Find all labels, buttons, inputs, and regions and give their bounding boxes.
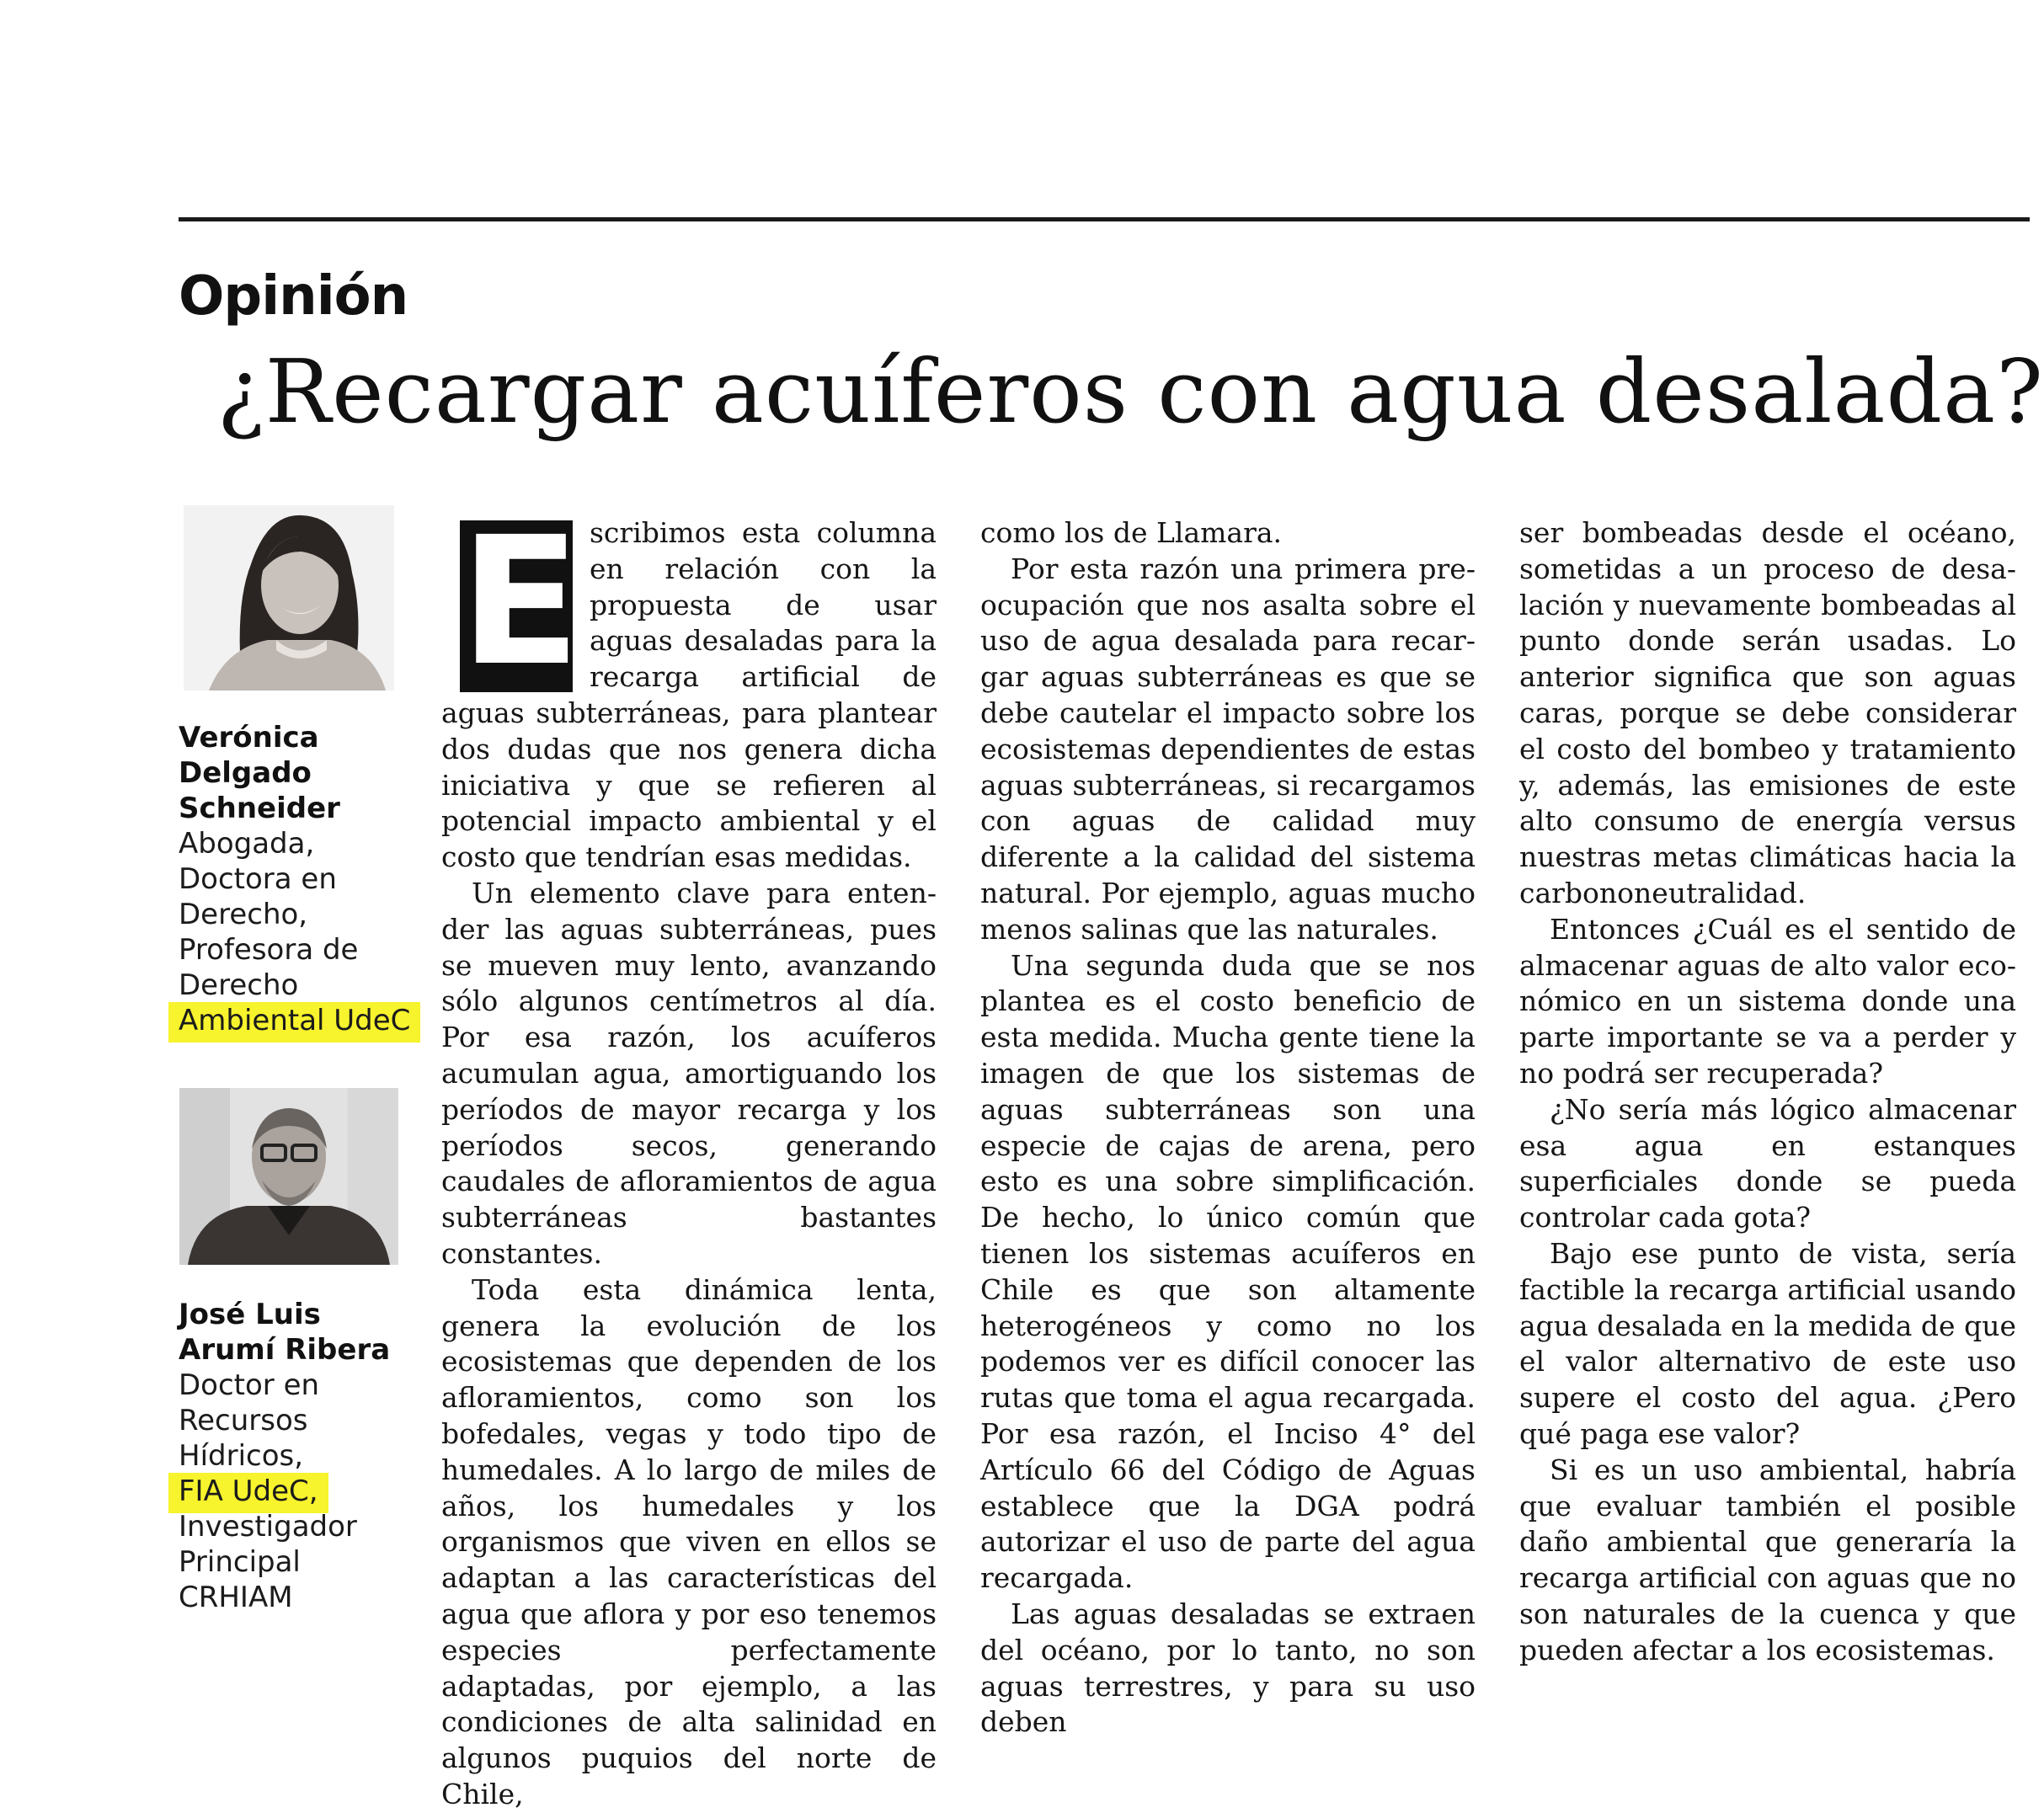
paragraph: Las aguas desaladas se extraen del océano, por lo tanto, no son aguas terrestres, y para su uso deben <box>980 1597 1476 1739</box>
drop-cap-letter: E <box>460 499 581 705</box>
author-1-role <box>179 826 423 1038</box>
paragraph: como los de Llamara. <box>980 516 1283 549</box>
author-2-affiliation-highlight: FIA UdeC, <box>168 1473 328 1513</box>
article-column-3 <box>1519 515 2016 1666</box>
author-photo-2 <box>179 1088 398 1265</box>
paragraph: scribimos esta columna en relación con la propuesta de usar aguas desaladas para la recarga artificial de aguas subterráneas, para plantear dos dudas que nos genera dicha iniciativa y que se refieren al potencial impacto ambiental y el costo que tendrían esas medidas. <box>441 516 937 874</box>
paragraph: Entonces ¿Cuál es el sentido de almacenar aguas de alto valor económico en un sistema donde una parte importante se va a perder y no podrá ser recuperada? <box>1519 912 2016 1090</box>
author-2 <box>179 1297 423 1615</box>
paragraph: ser bombeadas desde el océano, sometidas a un proceso de desalación y nuevamente bombeadas al punto donde serán usadas. Lo anterior significa que son aguas caras, porque se debe considerar el costo del bombeo y tratamiento y, además, las emisiones de este alto consumo de energía versus nuestras metas climáticas hacia la carbononeutralidad. <box>1519 516 2016 909</box>
paragraph: ¿No sería más lógico almacenar esa agua en estanques superficiales donde se pueda controlar cada gota? <box>1519 1092 2016 1234</box>
article-column-1 <box>441 499 937 1810</box>
top-rule <box>179 217 2030 221</box>
author-1-affiliation-highlight: Ambiental UdeC <box>168 1002 420 1042</box>
headline: ¿Recargar acuíferos con agua desalada? <box>217 340 2044 443</box>
author-1 <box>179 720 423 1038</box>
paragraph: Bajo ese punto de vista, sería factible la recarga artificial usando agua desalada en la medida de que el valor alternativo de este uso supere el costo del agua. ¿Pero qué paga ese valor? <box>1519 1236 2016 1450</box>
author-2-name: José Luis Arumí Ribera <box>179 1298 391 1367</box>
author-2-role-after: Investigador Principal CRHIAM <box>179 1510 357 1614</box>
author-photo-1 <box>184 505 394 691</box>
paragraph: Por esta razón una primera preocupación que nos asalta sobre el uso de agua desalada para recargar aguas subterráneas es que se debe cautelar el impacto sobre los ecosistemas dependientes de estas aguas subterráneas, si recargamos con aguas de calidad muy diferente a la calidad del sistema natural. Por ejemplo, aguas mucho menos salinas que las naturales. <box>980 552 1476 946</box>
section-label: Opinión <box>179 265 408 328</box>
paragraph: Si es un uso ambiental, habría que evaluar también el posible daño ambiental que generaría la recarga artificial con aguas que no son naturales de la cuenca y que pueden afectar a los ecosistemas. <box>1519 1453 2016 1666</box>
author-1-role-text: Abogada, Doctora en Derecho, Profesora de Derecho <box>179 827 359 1002</box>
paragraph: Una segunda duda que se nos plantea es el costo beneficio de esta medida. Mucha gente tiene la imagen de que los sistemas de aguas subterráneas son una especie de cajas de arena, pero esto es una sobre simplificación. De hecho, lo único común que tienen los sistemas acuíferos en Chile es que son altamente heterogéneos y como no los podemos ver es difícil conocer las rutas que toma el agua recargada. Por esa razón, el Inciso 4° del Artículo 66 del Código de Aguas establece que la DGA podrá autorizar el uso de parte del agua recargada. <box>980 948 1476 1595</box>
article-column-2 <box>980 515 1476 1739</box>
author-1-name: Verónica Delgado Schneider <box>179 721 340 825</box>
paragraph: Un elemento clave para entender las aguas subterráneas, pues se mueven muy lento, avanzando sólo algunos centímetros al día. Por esa razón, los acuíferos acumulan agua, amortiguando los períodos de mayor recarga y los períodos secos, generando caudales de afloramientos de agua subterráneas bastantes constantes. <box>441 876 937 1270</box>
author-2-role-text: Doctor en Recursos Hídricos, <box>179 1368 320 1473</box>
drop-cap <box>460 499 581 705</box>
paragraph: Toda esta dinámica lenta, genera la evolución de los ecosistemas que dependen de los afloramientos, como son los bofedales, vegas y todo tipo de humedales. A lo largo de miles de años, los humedales y los organismos que viven en ellos se adaptan a las características del agua que aflora y por eso tenemos especies perfectamente adaptadas, por ejemplo, a las condiciones de alta salinidad en algunos puquios del norte de Chile, <box>441 1272 937 1810</box>
